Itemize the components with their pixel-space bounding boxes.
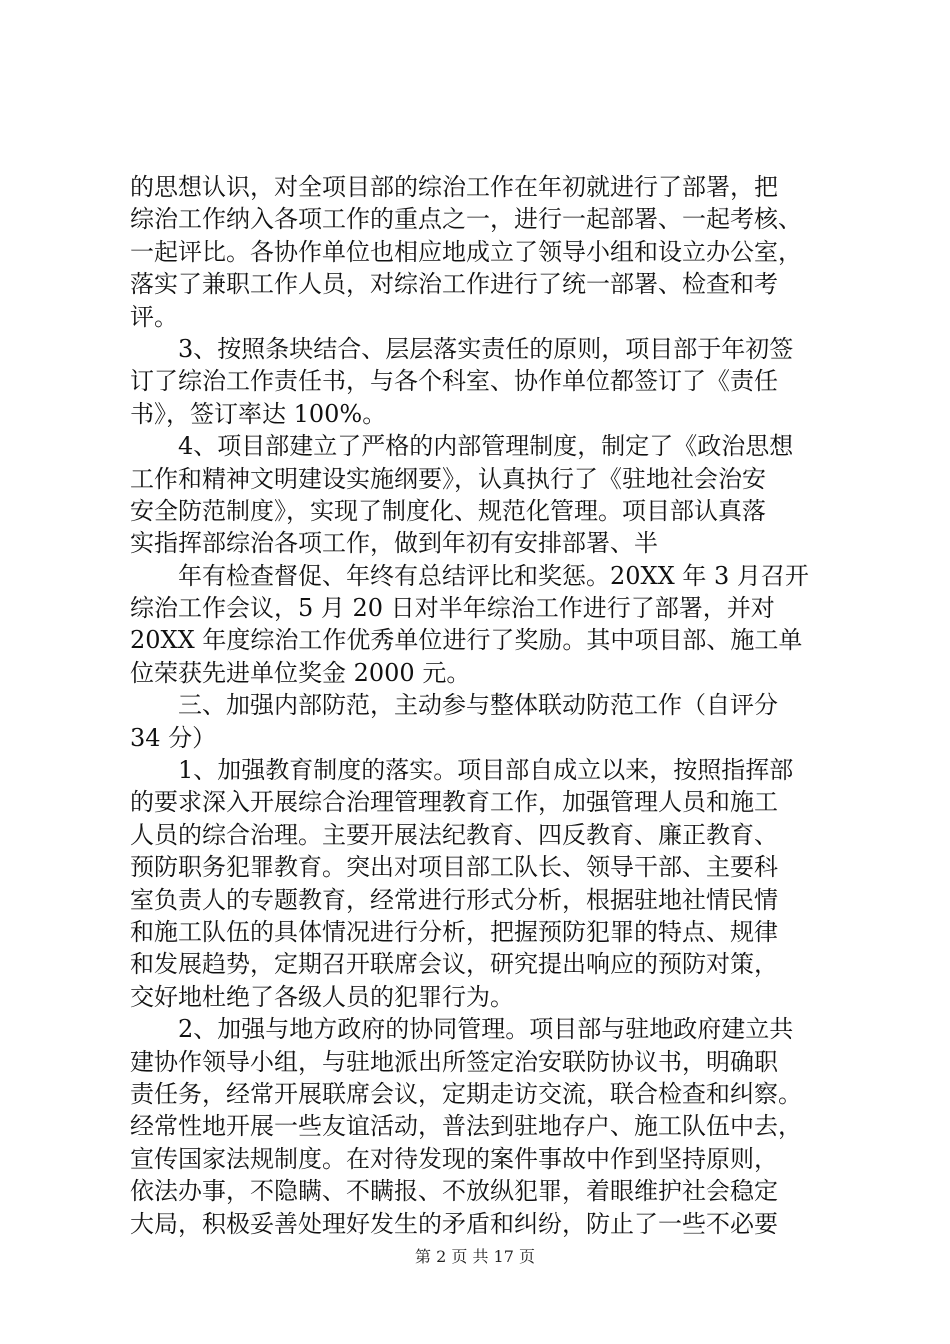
text-line: 综治工作纳入各项工作的重点之一，进行一起部署、一起考核、	[130, 205, 802, 234]
text-line: 34 分）	[130, 723, 217, 752]
text-line: 安全防范制度》，实现了制度化、规范化管理。项目部认真落	[130, 496, 766, 525]
text-line: 2、加强与地方政府的协同管理。项目部与驻地政府建立共	[130, 1015, 794, 1044]
text-line: 实指挥部综治各项工作，做到年初有安排部署、半	[130, 529, 658, 558]
text-line: 20XX 年度综治工作优秀单位进行了奖励。其中项目部、施工单	[130, 626, 803, 655]
text-line: 宣传国家法规制度。在对待发现的案件事故中作到坚持原则，	[130, 1144, 778, 1173]
text-line: 交好地杜绝了各级人员的犯罪行为。	[130, 982, 514, 1011]
text-line: 落实了兼职工作人员，对综治工作进行了统一部署、检查和考	[130, 270, 778, 299]
text-line: 预防职务犯罪教育。突出对项目部工队长、领导干部、主要科	[130, 853, 778, 882]
text-line: 和施工队伍的具体情况进行分析，把握预防犯罪的特点、规律	[130, 917, 778, 946]
text-line: 大局，积极妥善处理好发生的矛盾和纠纷，防止了一些不必要	[130, 1209, 778, 1238]
text-line: 三、加强内部防范，主动参与整体联动防范工作（自评分	[130, 691, 778, 720]
text-line: 室负责人的专题教育，经常进行形式分析，根据驻地社情民情	[130, 885, 778, 914]
text-line: 评。	[130, 302, 178, 331]
text-line: 的思想认识，对全项目部的综治工作在年初就进行了部署，把	[130, 173, 778, 201]
text-line: 位荣获先进单位奖金 2000 元。	[130, 658, 471, 687]
text-line: 1、加强教育制度的落实。项目部自成立以来，按照指挥部	[130, 756, 794, 785]
text-line: 书》，签订率达 100%。	[130, 399, 387, 428]
text-line: 和发展趋势，定期召开联席会议，研究提出响应的预防对策，	[130, 950, 778, 979]
document-body	[130, 171, 840, 1240]
text-line: 的要求深入开展综合治理管理教育工作，加强管理人员和施工	[130, 788, 778, 817]
text-line: 订了综治工作责任书，与各个科室、协作单位都签订了《责任	[130, 367, 778, 396]
text-line: 工作和精神文明建设实施纲要》，认真执行了《驻地社会治安	[130, 464, 766, 493]
text-line: 一起评比。各协作单位也相应地成立了领导小组和设立办公室，	[130, 237, 802, 266]
text-line: 4、项目部建立了严格的内部管理制度，制定了《政治思想	[130, 432, 794, 461]
page-number-footer: 第 2 页 共 17 页	[415, 1247, 535, 1266]
text-line: 经常性地开展一些友谊活动，普法到驻地存户、施工队伍中去，	[130, 1112, 802, 1141]
text-line: 年有检查督促、年终有总结评比和奖惩。20XX 年 3 月召开	[130, 561, 809, 590]
text-line: 建协作领导小组，与驻地派出所签定治安联防协议书，明确职	[130, 1047, 778, 1076]
text-line: 依法办事，不隐瞒、不瞒报、不放纵犯罪，着眼维护社会稳定	[130, 1177, 778, 1206]
text-line: 责任务，经常开展联席会议，定期走访交流，联合检查和纠察。	[130, 1079, 802, 1108]
text-line: 人员的综合治理。主要开展法纪教育、四反教育、廉正教育、	[130, 820, 778, 849]
text-line: 3、按照条块结合、层层落实责任的原则，项目部于年初签	[130, 334, 794, 363]
text-line: 综治工作会议，5 月 20 日对半年综治工作进行了部署，并对	[130, 594, 775, 623]
